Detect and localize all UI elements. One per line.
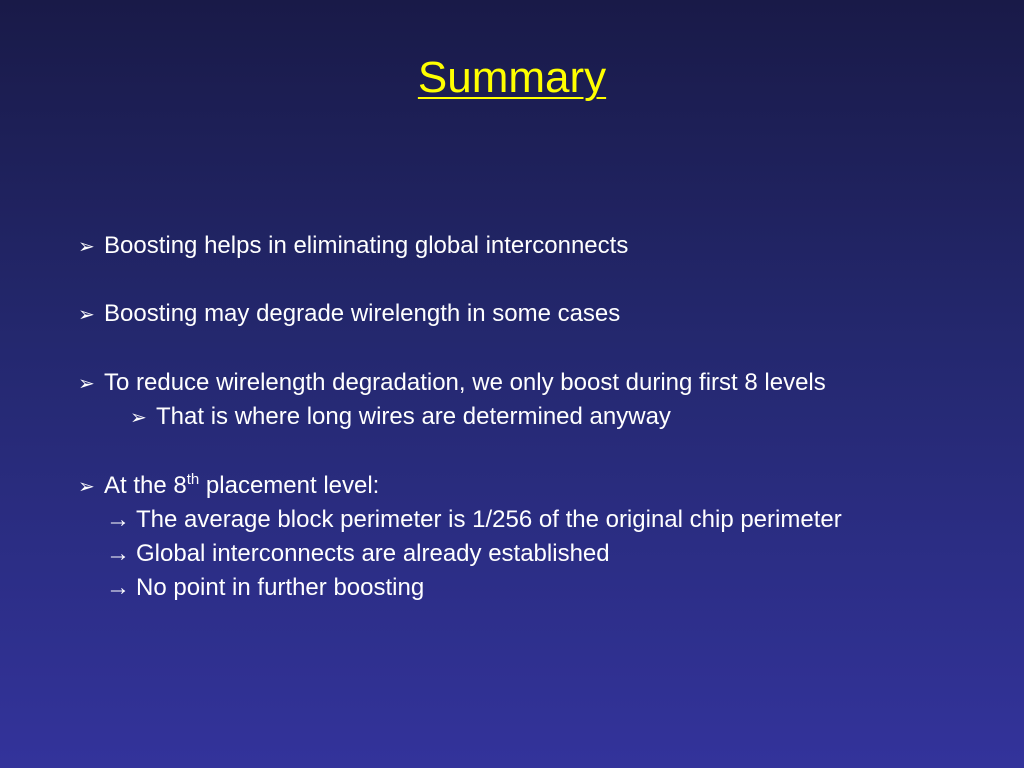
bullet-arrowhead-icon: ➢ (78, 476, 95, 498)
right-arrow-icon: → (106, 574, 130, 601)
right-arrow-icon: → (106, 540, 130, 567)
bullet-arrowhead-icon: ➢ (78, 236, 95, 258)
bullet-arrowhead-icon: ➢ (130, 407, 147, 429)
arrow-item-text: The average block perimeter is 1/256 of the original chip perimeter (136, 506, 842, 533)
bullet-item-4 (78, 471, 379, 502)
bullet-text: That is where long wires are determined anyway (156, 403, 671, 430)
bullet-text-after: placement level: (199, 472, 380, 499)
bullet-text-before: At the 8 (104, 472, 187, 499)
arrow-item-text: No point in further boosting (136, 574, 425, 601)
arrow-item-3 (106, 573, 424, 603)
bullet-arrowhead-icon: ➢ (78, 304, 95, 326)
bullet-text: Boosting helps in eliminating global interconnects (104, 232, 629, 259)
superscript: th (186, 471, 200, 488)
right-arrow-icon: → (106, 506, 130, 533)
bullet-text: Boosting may degrade wirelength in some cases (104, 300, 621, 327)
bullet-arrowhead-icon: ➢ (78, 373, 95, 395)
bullet-text: To reduce wirelength degradation, we only boost during first 8 levels (104, 369, 826, 396)
arrow-item-text: Global interconnects are already established (136, 540, 610, 567)
sub-bullet-item (130, 402, 671, 433)
bullet-item-3 (78, 368, 826, 399)
arrow-item-2 (106, 539, 610, 569)
bullet-item-1 (78, 231, 628, 262)
bullet-item-2 (78, 299, 620, 330)
arrow-item-1 (106, 505, 842, 535)
slide-title: Summary (417, 53, 607, 102)
